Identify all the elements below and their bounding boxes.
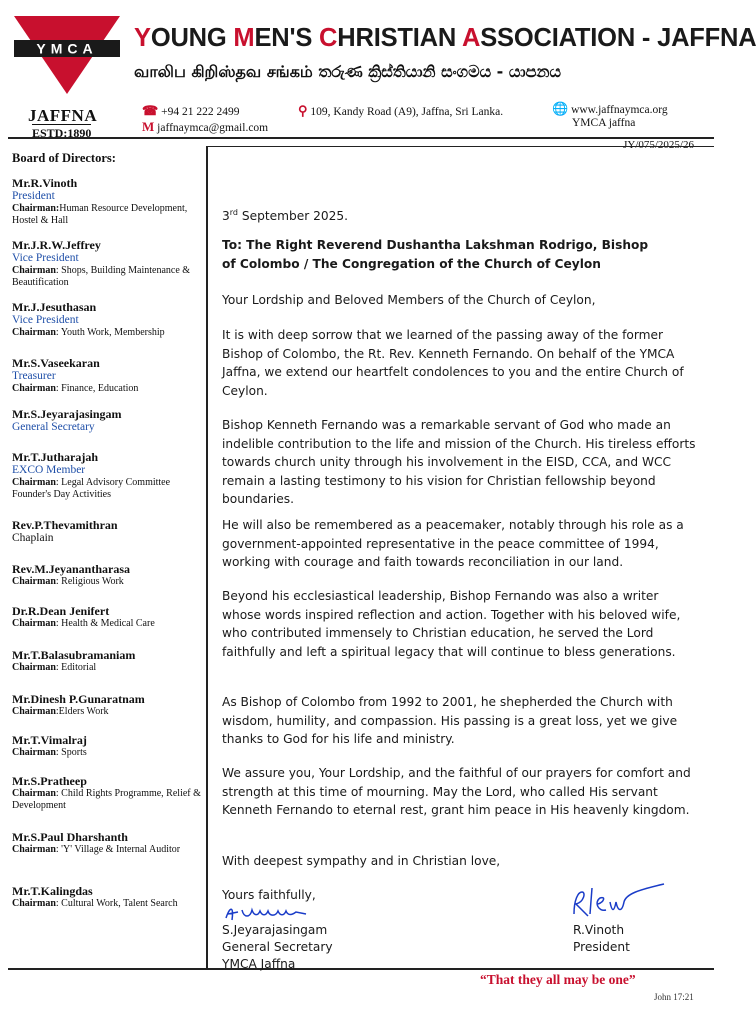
director-entry	[12, 604, 202, 630]
director-entry	[12, 774, 202, 811]
letter-top-divider	[206, 146, 714, 147]
website-link[interactable]: www.jaffnaymca.org	[571, 104, 668, 116]
director-name: Rev.M.Jeyanantharasa	[12, 562, 130, 576]
paragraph-5: As Bishop of Colombo from 1992 to 2001, he shepherded the Church with wisdom, humility, and compassion. His passing is a great loss, yet we give thanks to God for his life and ministry.	[222, 695, 678, 746]
director-entry	[12, 692, 202, 718]
org-name-part: EN'S	[254, 24, 320, 52]
director-role: EXCO Member	[12, 464, 86, 476]
director-name: Mr.S.Jeyarajasingam	[12, 407, 122, 421]
director-duty: Chairman: Finance, Education	[12, 383, 139, 394]
director-entry	[12, 648, 202, 674]
paragraph-6: We assure you, Your Lordship, and the faithful of our prayers for comfort and strength at this time of mourning. May the Lord, who called His servant Kenneth Fernando to eternal rest, grant him peace in His heavenly kingdom.	[222, 766, 691, 817]
director-role: Vice President	[12, 252, 79, 264]
paragraph-1: It is with deep sorrow that we learned of the passing away of the former Bishop of Colombo, the Rt. Rev. Kenneth Fernando. On behalf of the YMCA Jaffna, we extend our heartfelt condolences to you and the entire Church of Ceylon.	[222, 328, 684, 398]
signatory-2	[573, 922, 693, 956]
email-contact	[142, 119, 268, 135]
org-name-part: Y	[134, 24, 151, 52]
director-name: Mr.Dinesh P.Gunaratnam	[12, 692, 145, 706]
director-duty: Chairman:Human Resource Development, Hostel & Hall	[12, 203, 188, 226]
director-role: Treasurer	[12, 370, 56, 382]
director-role: Vice President	[12, 314, 79, 326]
phone-icon: ☎	[142, 103, 159, 118]
director-duty: Chairman: Health & Medical Care	[12, 618, 155, 629]
org-name-part: C	[319, 24, 338, 52]
director-name: Mr.T.Jutharajah	[12, 450, 99, 464]
header-divider	[8, 137, 714, 139]
org-name-part: SSOCIATION - JAFFNA	[480, 24, 756, 52]
director-role: Chaplain	[12, 532, 54, 544]
column-divider	[206, 146, 208, 968]
phone-number[interactable]: +94 21 222 2499	[161, 106, 240, 118]
date-suffix: rd	[229, 208, 238, 217]
signatory-1-name: S.Jeyarajasingam	[222, 923, 328, 937]
signatory-2-name: R.Vinoth	[573, 923, 625, 937]
director-duty: Chairman: Religious Work	[12, 576, 124, 587]
director-name: Mr.J.R.W.Jeffrey	[12, 238, 101, 252]
closing-line: With deepest sympathy and in Christian love,	[222, 854, 501, 868]
footer-verse: John 17:21	[654, 992, 694, 1002]
reference-number: JY/075/2025/26	[623, 139, 694, 151]
salutation: Your Lordship and Beloved Members of the Church of Ceylon,	[222, 293, 596, 307]
director-name: Mr.R.Vinoth	[12, 176, 78, 190]
mail-icon: M	[142, 119, 155, 134]
director-entry	[12, 176, 202, 226]
secretary-signature	[222, 902, 312, 924]
director-name: Mr.T.Kalingdas	[12, 884, 93, 898]
city-label: JAFFNA	[28, 106, 98, 125]
director-duty: Chairman: Youth Work, Membership	[12, 327, 165, 338]
recipient: To: The Right Reverend Dushantha Lakshman Rodrigo, Bishop of Colombo / The Congregation of the Church of Ceylon	[222, 238, 649, 271]
organization-name-local: வாலிப கிறிஸ்தவ சங்கம் තරුණ ක්‍රිස්තියානි සංගමය - යාපනය	[134, 62, 561, 81]
letter-date	[222, 204, 704, 226]
director-role: President	[12, 190, 55, 202]
director-entry	[12, 562, 202, 588]
paragraph-4: Beyond his ecclesiastical leadership, Bishop Fernando was also a writer whose words inspired reflection and action. Together with his beloved wife, who contributed immensely to Christian education, he served the Lord faithfully and left a spiritual legacy that will continue to bless generations.	[222, 589, 681, 659]
director-name: Mr.T.Balasubramaniam	[12, 648, 136, 662]
director-name: Mr.S.Paul Dharshanth	[12, 830, 128, 844]
director-entry	[12, 518, 202, 545]
director-duty: Chairman: Editorial	[12, 662, 97, 673]
address-contact	[298, 103, 503, 119]
social-handle[interactable]: YMCA jaffna	[572, 117, 636, 129]
email-address[interactable]: jaffnaymca@gmail.com	[157, 122, 269, 134]
location-pin-icon: ⚲	[298, 103, 308, 118]
date-day: 3	[222, 209, 230, 224]
date-rest: September 2025.	[238, 209, 349, 224]
director-duty: Chairman: Cultural Work, Talent Search	[12, 898, 178, 909]
paragraph-2: Bishop Kenneth Fernando was a remarkable servant of God who made an indelible contribution to the life and mission of the Church. His tireless efforts towards church unity through his involvement in the EISD, CCA, and WCC remain a lasting testimony to his vision for Christian fellowship beyond boundaries.	[222, 418, 696, 506]
director-entry	[12, 300, 202, 339]
director-name: Dr.R.Dean Jenifert	[12, 604, 110, 618]
org-name-part: A	[462, 24, 481, 52]
org-name-part: HRISTIAN	[337, 24, 463, 52]
footer-motto: “That they all may be one”	[480, 972, 636, 987]
director-entry	[12, 884, 202, 910]
director-entry	[12, 238, 202, 288]
board-title: Board of Directors:	[12, 151, 116, 165]
signatory-1-org: YMCA Jaffna	[222, 957, 296, 971]
address-text: 109, Kandy Road (A9), Jaffna, Sri Lanka.	[310, 106, 504, 118]
signatory-2-title: President	[573, 940, 630, 954]
director-duty: Chairman: 'Y' Village & Internal Auditor	[12, 844, 181, 855]
org-name-part: OUNG	[150, 24, 234, 52]
director-name: Mr.S.Pratheep	[12, 774, 87, 788]
web-contact	[552, 101, 668, 117]
svg-text:YMCA: YMCA	[36, 40, 98, 57]
director-entry	[12, 407, 202, 434]
director-duty: Chairman:Elders Work	[12, 706, 109, 717]
signatory-1-title: General Secretary	[222, 940, 333, 954]
established-label: ESTD:1890	[32, 126, 92, 140]
director-name: Mr.S.Vaseekaran	[12, 356, 100, 370]
director-duty: Chairman: Sports	[12, 747, 87, 758]
ymca-logo	[12, 14, 122, 96]
director-duty: Chairman: Legal Advisory Committee Founder's Day Activities	[12, 477, 171, 500]
president-signature	[568, 876, 668, 924]
director-entry	[12, 356, 202, 395]
director-name: Mr.T.Vimalraj	[12, 733, 87, 747]
phone-contact	[142, 103, 239, 119]
director-duty: Chairman: Shops, Building Maintenance & Beautification	[12, 265, 191, 288]
organization-name	[134, 24, 756, 53]
director-entry	[12, 733, 202, 759]
director-name: Rev.P.Thevamithran	[12, 518, 118, 532]
director-role: General Secretary	[12, 421, 95, 433]
director-name: Mr.J.Jesuthasan	[12, 300, 97, 314]
org-name-part: M	[233, 24, 255, 52]
director-entry	[12, 450, 202, 500]
globe-icon: 🌐	[552, 101, 569, 116]
sign-off: Yours faithfully,	[222, 888, 316, 902]
paragraph-3: He will also be remembered as a peacemaker, notably through his role as a government-appointed representative in the peace committee of 1994, working with courage and faith towards reconciliation in our land.	[222, 518, 684, 569]
director-entry	[12, 830, 202, 856]
director-duty: Chairman: Child Rights Programme, Relief & Development	[12, 788, 201, 811]
